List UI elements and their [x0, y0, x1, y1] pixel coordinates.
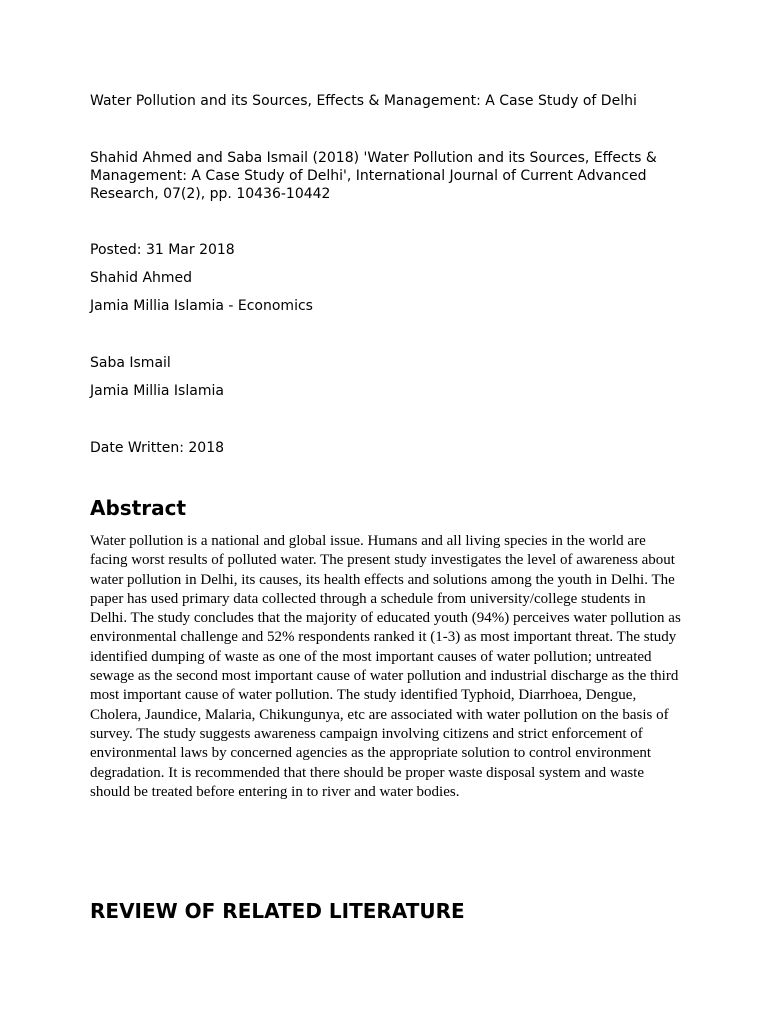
posted-date: Posted: 31 Mar 2018 — [90, 242, 235, 258]
section-heading-review: REVIEW OF RELATED LITERATURE — [90, 899, 465, 923]
author-name: Saba Ismail — [90, 355, 171, 371]
abstract-body: Water pollution is a national and global issue. Humans and all living species in the world are facing worst results of polluted water. The present study investigates the level of awareness about water pollution in Delhi, its causes, its health effects and solutions among the youth in Delhi. The paper has used primary data collected through a schedule from university/college students in Delhi. The study concludes that the majority of educated youth (94%) perceives water pollution as environmental challenge and 52% respondents ranked it (1-3) as most important threat. The study identified dumping of waste as one of the most important causes of water pollution; untreated sewage as the second most important cause of water pollution and industrial discharge as the third most important cause of water pollution. The study identified Typhoid, Diarrhoea, Dengue, Cholera, Jaundice, Malaria, Chikungunya, etc are associated with water pollution on the basis of survey. The study suggests awareness campaign involving citizens and strict enforcement of environmental laws by concerned agencies as the appropriate solution to control environment degradation. It is recommended that there should be proper waste disposal system and waste should be treated before entering in to river and water bodies. — [90, 533, 681, 800]
document-title: Water Pollution and its Sources, Effects & Management: A Case Study of Delhi — [90, 93, 637, 109]
date-written: Date Written: 2018 — [90, 440, 225, 456]
abstract-heading: Abstract — [90, 496, 187, 520]
author-affiliation: Jamia Millia Islamia - Economics — [90, 298, 313, 314]
citation-text: Shahid Ahmed and Saba Ismail (2018) 'Water Pollution and its Sources, Effects & Management: A Case Study of Delhi', International Journal of Current Advanced Research, 07(2), pp. 10436-10442 — [90, 150, 657, 202]
author-affiliation: Jamia Millia Islamia — [90, 383, 224, 399]
author-name: Shahid Ahmed — [90, 270, 193, 286]
